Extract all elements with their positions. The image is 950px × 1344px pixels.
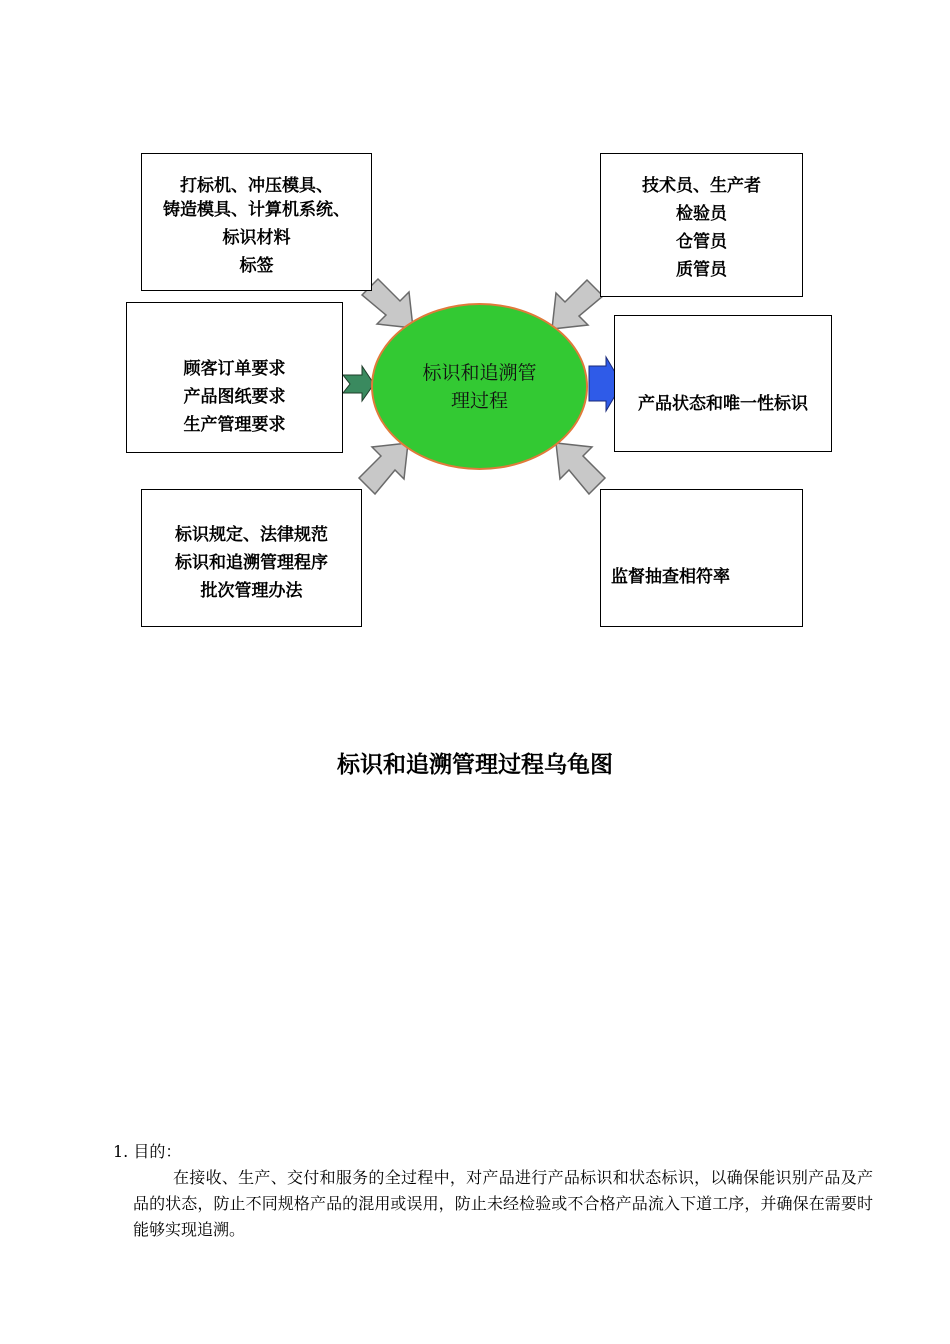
box-line: 打标机、冲压模具、 xyxy=(180,176,333,196)
process-label-line: 理过程 xyxy=(450,389,508,412)
box-line: 生产管理要求 xyxy=(183,415,286,435)
box-line: 仓管员 xyxy=(676,232,727,252)
resources-equipment-box xyxy=(141,153,372,291)
process-ellipse xyxy=(371,303,588,470)
box-line: 顾客订单要求 xyxy=(183,359,286,379)
personnel-box xyxy=(600,153,803,297)
methods-box xyxy=(141,489,362,627)
box-line: 铸造模具、计算机系统、 xyxy=(163,200,350,220)
purpose-section xyxy=(113,1139,873,1243)
box-line: 标签 xyxy=(239,256,274,276)
section-paragraph: 在接收、生产、交付和服务的全过程中，对产品进行产品标识和状态标识，以确保能识别产品及产品的状态，防止不同规格产品的混用或误用，防止未经检验或不合格产品流入下道工序，并确保在需要时能够实现追溯。 xyxy=(133,1168,873,1239)
box-line: 批次管理办法 xyxy=(200,581,303,601)
box-line: 产品图纸要求 xyxy=(183,387,286,407)
resource-arrow-bottom-left xyxy=(359,443,408,494)
diagram-title: 标识和追溯管理过程乌龟图 xyxy=(337,752,613,778)
box-line: 监督抽查相符率 xyxy=(611,567,730,587)
resource-arrow-top-right xyxy=(552,280,603,329)
outputs-box xyxy=(614,315,832,452)
measurement-box xyxy=(600,489,803,627)
box-line: 检验员 xyxy=(676,204,727,224)
box-line: 产品状态和唯一性标识 xyxy=(638,394,808,414)
resource-arrow-bottom-right xyxy=(556,443,605,494)
box-line: 质管员 xyxy=(676,260,727,280)
box-line: 技术员、生产者 xyxy=(642,176,761,196)
section-heading: 1. 目的： xyxy=(113,1142,182,1161)
process-label xyxy=(405,359,555,415)
box-line: 标识材料 xyxy=(222,228,291,248)
input-arrow xyxy=(343,366,374,401)
box-line: 标识规定、法律规范 xyxy=(175,525,328,545)
inputs-box xyxy=(126,302,343,453)
box-line: 标识和追溯管理程序 xyxy=(175,553,328,573)
process-label-line: 标识和追溯管 xyxy=(422,361,537,384)
